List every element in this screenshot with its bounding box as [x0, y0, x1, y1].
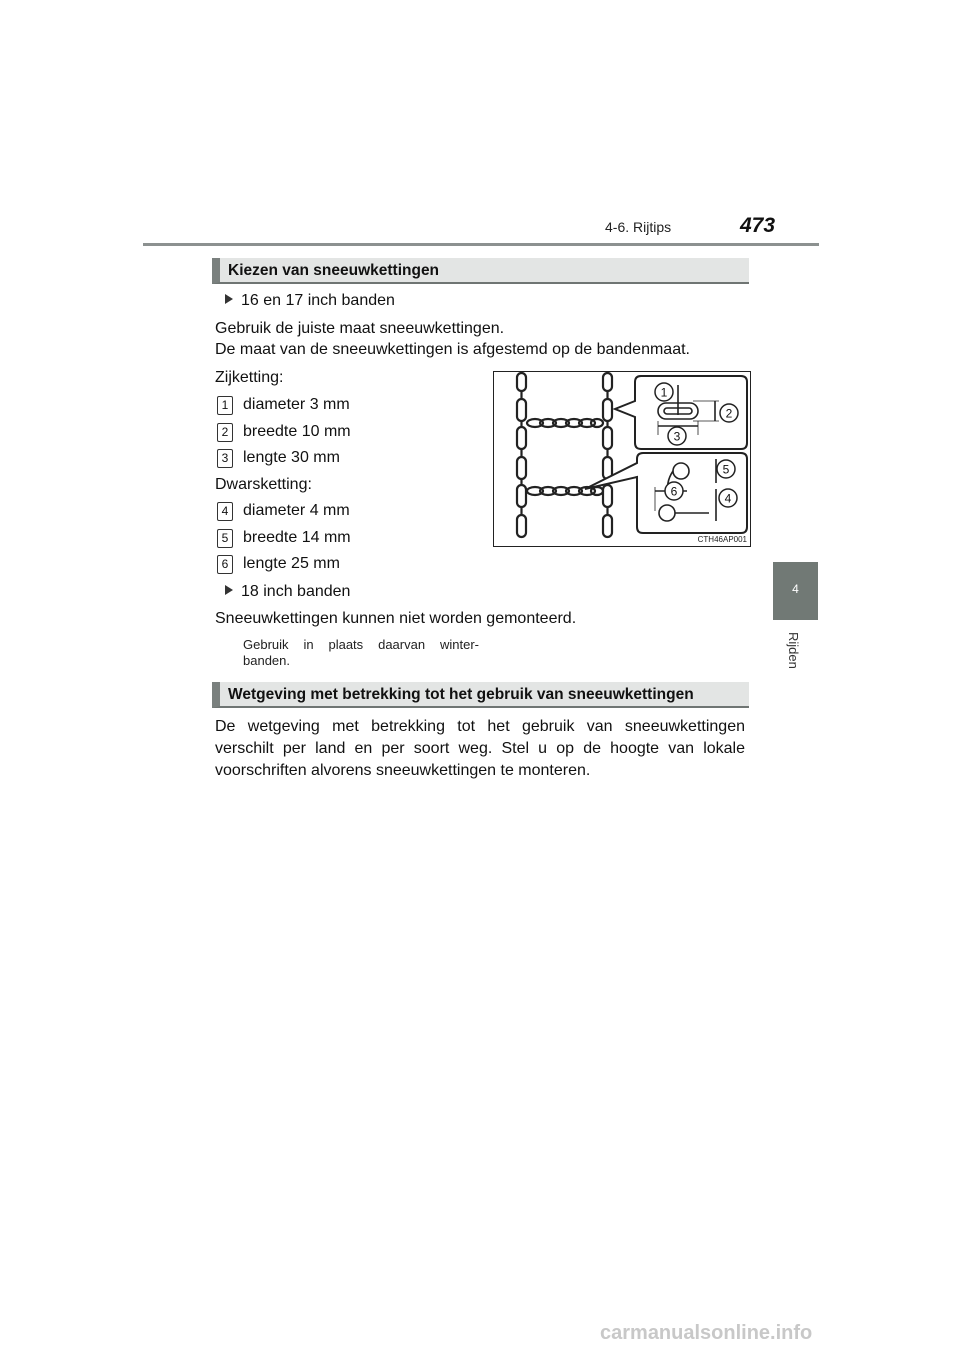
bullet-16-17-text: 16 en 17 inch banden [241, 292, 395, 309]
item-number-1: 1 [217, 396, 233, 415]
chapter-side-label: Rijden [786, 632, 801, 669]
section-heading-legislation: Wetgeving met betrekking tot het gebruik van sneeuwkettingen [212, 682, 749, 708]
intro-line-1: Gebruik de juiste maat sneeuwkettingen. [215, 320, 505, 337]
item-number-4: 4 [217, 502, 233, 521]
chapter-tab-number: 4 [792, 582, 799, 596]
item-text-6: lengte 25 mm [243, 555, 340, 572]
legislation-paragraph: De wetgeving met betrekking tot het gebruik van sneeuwkettingen verschilt per land en per soort weg. Stel u op de hoogte van lokale voorschriften alvorens sneeuwkettingen te monteren. [215, 718, 745, 779]
running-header-section: 4-6. Rijtips [605, 219, 672, 235]
figure-callout-2: 2 [725, 406, 733, 421]
snow-chain-illustration [493, 371, 751, 547]
figure-callout-4: 4 [724, 491, 732, 506]
item-number-6: 6 [217, 555, 233, 574]
item-number-5: 5 [217, 529, 233, 548]
figure-callout-5: 5 [722, 462, 730, 477]
cross-chain-label: Dwarsketting: [215, 476, 312, 493]
winter-tyre-note: Gebruik in plaats daarvan winter-banden. [243, 637, 479, 668]
bullet-18-text: 18 inch banden [241, 583, 351, 600]
item-text-3: lengte 30 mm [243, 449, 340, 466]
intro-line-2: De maat van de sneeuwkettingen is afgestemd op de bandenmaat. [215, 341, 690, 358]
triangle-bullet-icon [225, 585, 233, 595]
cannot-mount-text: Sneeuwkettingen kunnen niet worden gemonteerd. [215, 610, 577, 627]
figure-callout-3: 3 [673, 429, 681, 444]
figure-callout-6: 6 [670, 484, 678, 499]
item-text-5: breedte 14 mm [243, 529, 351, 546]
header-divider [143, 243, 819, 246]
triangle-bullet-icon [225, 294, 233, 304]
bullet-16-17-inch [225, 291, 395, 311]
item-number-3: 3 [217, 449, 233, 468]
item-text-1: diameter 3 mm [243, 396, 350, 413]
figure-callout-1: 1 [660, 385, 668, 400]
figure-code: CTH46AP001 [697, 535, 747, 544]
item-text-4: diameter 4 mm [243, 502, 350, 519]
chapter-tab [773, 562, 818, 620]
item-number-2: 2 [217, 423, 233, 442]
side-chain-label: Zijketting: [215, 369, 284, 386]
watermark-text: carmanualsonline.info [600, 1322, 813, 1344]
page-number: 473 [740, 214, 776, 237]
section-heading-snow-chains: Kiezen van sneeuwkettingen [212, 258, 749, 284]
item-text-2: breedte 10 mm [243, 423, 351, 440]
bullet-18-inch [225, 582, 350, 602]
